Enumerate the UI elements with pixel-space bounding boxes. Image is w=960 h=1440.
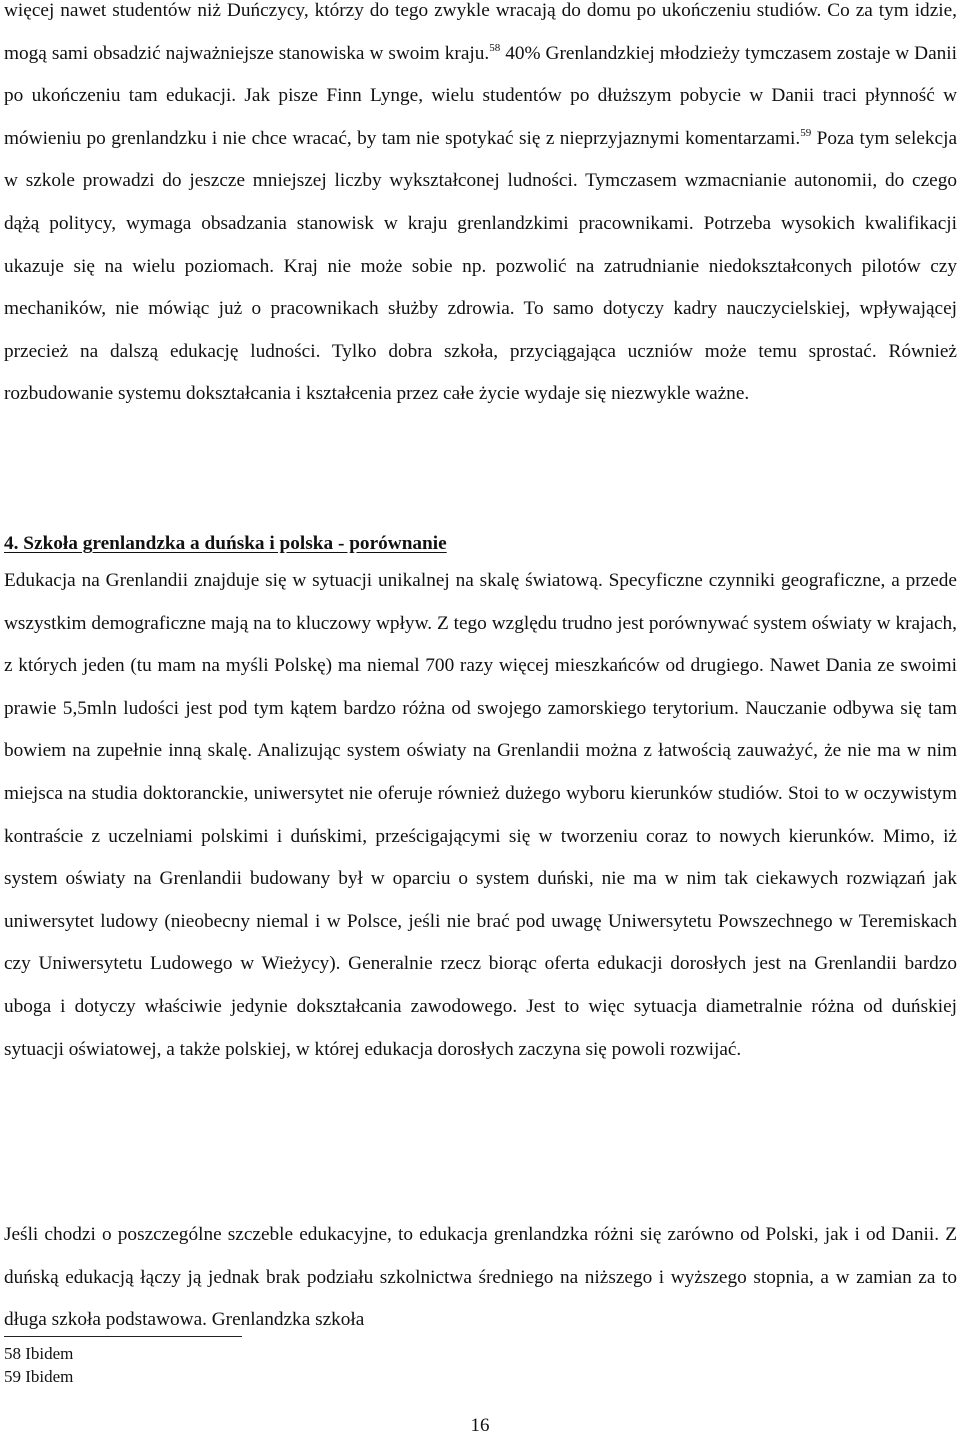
footnote-separator (4, 1336, 242, 1337)
footnote-59: 59 Ibidem (4, 1367, 74, 1386)
paragraph-text: więcej nawet studentów niż Duńczycy, którzy do tego zwykle wracają do domu po ukończeniu studiów. Co za tym idzie, mogą sami obsadzić najważniejsze stanowiska w swoim kraju. (4, 0, 957, 64)
section-heading: 4. Szkoła grenlandzka a duńska i polska - porównanie (4, 533, 447, 554)
footnote-reference-59[interactable]: 59 (800, 126, 812, 139)
paragraph-greenland-students (4, 0, 957, 416)
footnote-58: 58 Ibidem (4, 1344, 74, 1363)
paragraph-education-levels: Jeśli chodzi o poszczególne szczeble edukacyjne, to edukacja grenlandzka różni się zarówno od Polski, jak i od Danii. Z duńską edukacją łączy ją jednak brak podziału szkolnictwa średniego na niższego i wyższego stopnia, a w zamian za to długa szkoła podstawowa. Grenlandzka szkoła (4, 1224, 957, 1331)
footnote-reference-58[interactable]: 58 (489, 41, 501, 54)
page-number: 16 (470, 1415, 490, 1436)
footnotes (4, 1342, 73, 1388)
paragraph-text: Poza tym selekcja w szkole prowadzi do jeszcze mniejszej liczby wykształconej ludności. Tymczasem wzmacnianie autonomii, do czego dążą politycy, wymaga obsadzania stanowisk w kraju grenlandzkimi pracownikami. Potrzeba wysokich kwalifikacji ukazuje się na wielu poziomach. Kraj nie może sobie np. pozwolić na zatrudnianie niedokształconych pilotów czy mechaników, nie mówiąc już o pracownikach służby zdrowia. To samo dotyczy kadry nauczycielskiej, wpływającej przecież na dalszą edukację ludności. Tylko dobra szkoła, przyciągająca uczniów może temu sprostać. Również rozbudowanie systemu dokształcania i kształcenia przez całe życie wydaje się niezwykle ważne. (4, 127, 958, 405)
paragraph-education-comparison: Edukacja na Grenlandii znajduje się w sytuacji unikalnej na skalę światową. Specyficzne czynniki geograficzne, a przede wszystkim demograficzne mają na to kluczowy wpływ. Z tego względu trudno jest porównywać system oświaty w krajach, z których jeden (tu mam na myśli Polskę) ma niemal 700 razy więcej mieszkańców od drugiego. Nawet Dania ze swoimi prawie 5,5mln ludości jest pod tym kątem bardzo różna od swojego zamorskiego terytorium. Nauczanie odbywa się tam bowiem na zupełnie inną skalę. Analizując system oświaty na Grenlandii można z łatwością zauważyć, że nie ma w nim miejsca na studia doktoranckie, uniwersytet nie oferuje również dużego wyboru kierunków studiów. Stoi to w oczywistym kontraście z uczelniami polskimi i duńskimi, prześcigającymi się w tworzeniu coraz to nowych kierunków. Mimo, iż system oświaty na Grenlandii budowany był w oparciu o system duński, nie ma w nim tak ciekawych rozwiązań jak uniwersytet ludowy (nieobecny niemal i w Polsce, jeśli nie brać pod uwagę Uniwersytetu Powszechnego w Teremiskach czy Uniwersytetu Ludowego w Wieżycy). Generalnie rzecz biorąc oferta edukacji dorosłych jest na Grenlandii bardzo uboga i dotyczy właściwie jedynie dokształcania zawodowego. Jest to więc sytuacja diametralnie różna od duńskiej sytuacji oświatowej, a także polskiej, w której edukacja dorosłych zaczyna się powoli rozwijać. (4, 570, 957, 1060)
paragraph-text: 40% Grenlandzkiej młodzieży tymczasem zostaje w Danii po ukończeniu tam edukacji. Jak pisze Finn Lynge, wielu studentów po dłuższym pobycie w Danii traci płynność w mówieniu po grenlandzku i nie chce wracać, by tam nie spotykać się z nieprzyjaznymi komentarzami. (4, 42, 958, 149)
